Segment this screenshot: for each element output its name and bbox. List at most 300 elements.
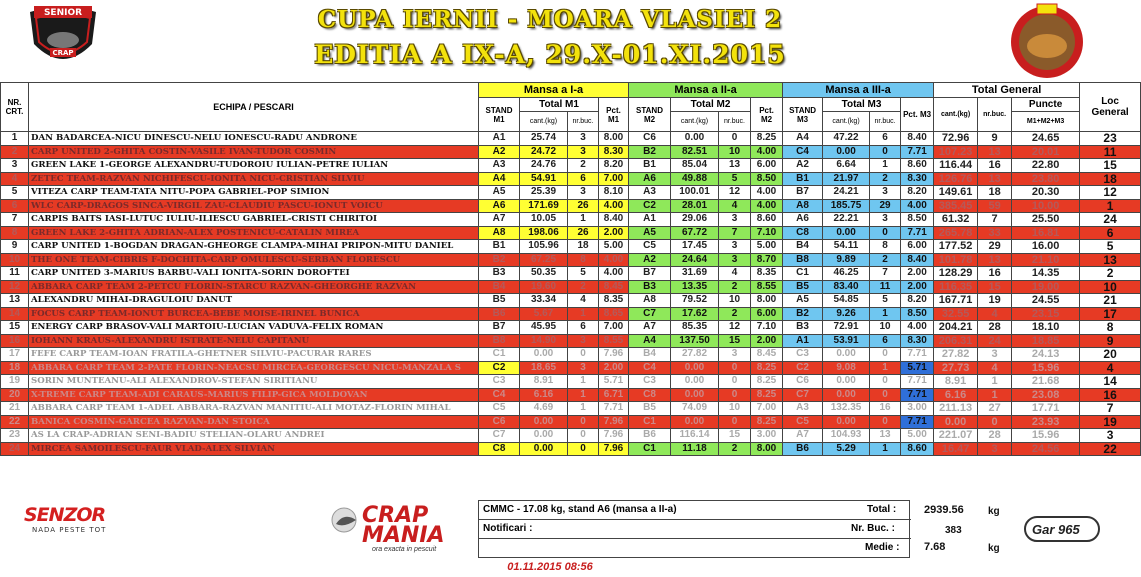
cell-pt: 21.10 [1012, 253, 1080, 267]
cell-c2: 0.00 [671, 388, 719, 402]
cell-c2: 28.01 [671, 199, 719, 213]
cell-c3: 6.64 [823, 159, 870, 173]
cell-b2: 2 [719, 307, 751, 321]
cell-s1: B3 [479, 267, 520, 281]
cell-pt: 23.80 [1012, 172, 1080, 186]
cell-loc: 10 [1080, 280, 1141, 294]
cell-tc: 206.31 [934, 334, 978, 348]
cell-b3: 1 [870, 307, 901, 321]
cell-pt: 24.55 [1012, 294, 1080, 308]
cell-c1: 5.67 [520, 307, 568, 321]
cell-s1: B7 [479, 321, 520, 335]
cell-b2: 4 [719, 267, 751, 281]
cell-loc: 13 [1080, 253, 1141, 267]
cell-pt: 14.35 [1012, 267, 1080, 281]
cell-c3: 83.40 [823, 280, 870, 294]
header-stand-m3: STAND M3 [783, 98, 823, 132]
cell-tb: 7 [978, 213, 1012, 227]
cell-s1: C5 [479, 402, 520, 416]
cell-c1: 67.25 [520, 253, 568, 267]
cell-b2: 0 [719, 388, 751, 402]
cell-c3: 9.89 [823, 253, 870, 267]
cell-team: WLC CARP-DRAGOS SINCA-VIRGIL ZAU-CLAUDIU PASCU-IONUT VOICU [29, 199, 479, 213]
header [0, 0, 1100, 82]
cell-tb: 18 [978, 186, 1012, 200]
cell-c2: 85.35 [671, 321, 719, 335]
cell-b3: 2 [870, 172, 901, 186]
cell-loc: 14 [1080, 375, 1141, 389]
cell-p1: 8.10 [599, 186, 629, 200]
cell-b3: 10 [870, 321, 901, 335]
cell-nr: 19 [1, 375, 29, 389]
cell-s3: C6 [783, 375, 823, 389]
table-row [1, 280, 1141, 294]
cell-team: ZETEC TEAM-RAZVAN NICHIFESCU-IONITA NICU-CRISTIAN SILVIU [29, 172, 479, 186]
cell-p3: 2.00 [901, 280, 934, 294]
cell-pt: 16.00 [1012, 240, 1080, 254]
cell-p1: 8.00 [599, 132, 629, 146]
cell-s1: B5 [479, 294, 520, 308]
medie-unit: kg [988, 543, 1000, 554]
cell-s2: B7 [629, 267, 671, 281]
cell-tb: 19 [978, 294, 1012, 308]
cell-loc: 3 [1080, 429, 1141, 443]
cell-s2: C3 [629, 375, 671, 389]
cell-nr: 7 [1, 213, 29, 227]
cell-b2: 3 [719, 213, 751, 227]
cell-p3: 5.00 [901, 429, 934, 443]
cell-p3: 8.20 [901, 186, 934, 200]
cell-b1: 6 [568, 321, 599, 335]
cell-s2: C4 [629, 361, 671, 375]
table-row [1, 159, 1141, 173]
cell-b3: 0 [870, 415, 901, 429]
cell-c1: 10.05 [520, 213, 568, 227]
svg-text:SENIOR: SENIOR [43, 8, 83, 18]
cell-b3: 3 [870, 213, 901, 227]
cell-loc: 21 [1080, 294, 1141, 308]
table-row [1, 253, 1141, 267]
cell-p1: 7.96 [599, 415, 629, 429]
cell-nr: 1 [1, 132, 29, 146]
notificari-label: Notificari : [483, 523, 533, 534]
cell-p1: 8.45 [599, 280, 629, 294]
cell-c3: 53.91 [823, 334, 870, 348]
cell-c1: 14.90 [520, 334, 568, 348]
cell-tb: 33 [978, 226, 1012, 240]
header-total-general: Total General [934, 83, 1080, 98]
cell-loc: 20 [1080, 348, 1141, 362]
cell-loc: 15 [1080, 159, 1141, 173]
table-row [1, 321, 1141, 335]
total-label: Total : [867, 504, 897, 515]
cell-c1: 0.00 [520, 415, 568, 429]
cell-team: CARPIS BAITS IASI-LUTUC IULIU-ILIESCU GABRIEL-CRISTI CHIRITOI [29, 213, 479, 227]
cell-pt: 15.96 [1012, 361, 1080, 375]
cell-b1: 1 [568, 375, 599, 389]
cell-loc: 19 [1080, 415, 1141, 429]
cell-c3: 72.91 [823, 321, 870, 335]
cell-p3: 8.20 [901, 294, 934, 308]
cell-b1: 1 [568, 213, 599, 227]
header-m2-nrbuc: nr.buc. [719, 112, 751, 132]
cell-c3: 0.00 [823, 388, 870, 402]
cell-p3: 8.50 [901, 213, 934, 227]
cell-s3: B5 [783, 280, 823, 294]
cell-c2: 67.72 [671, 226, 719, 240]
cell-c1: 171.69 [520, 199, 568, 213]
cell-s1: A5 [479, 186, 520, 200]
cell-loc: 1 [1080, 199, 1141, 213]
cell-s2: B6 [629, 429, 671, 443]
cell-p2: 8.70 [751, 253, 783, 267]
cell-s3: B4 [783, 240, 823, 254]
cell-p2: 8.25 [751, 415, 783, 429]
cell-b2: 2 [719, 442, 751, 456]
header-m3-cant: cant.(kg) [823, 112, 870, 132]
cell-s3: B8 [783, 253, 823, 267]
cell-p3: 3.00 [901, 402, 934, 416]
cell-tc: 27.73 [934, 361, 978, 375]
cell-b2: 3 [719, 253, 751, 267]
cell-p2: 4.00 [751, 199, 783, 213]
cell-team: DAN BADARCEA-NICU DINESCU-NELU IONESCU-RADU ANDRONE [29, 132, 479, 146]
cell-c3: 46.25 [823, 267, 870, 281]
cell-p3: 7.71 [901, 375, 934, 389]
cell-p3: 4.00 [901, 321, 934, 335]
cell-b1: 3 [568, 132, 599, 146]
cell-loc: 12 [1080, 186, 1141, 200]
cell-p3: 7.71 [901, 388, 934, 402]
cell-s1: A1 [479, 132, 520, 146]
cell-loc: 6 [1080, 226, 1141, 240]
cell-team: ABBARA CARP TEAM 2-PETCU FLORIN-STARCU RAZVAN-GHEORGHE RAZVAN [29, 280, 479, 294]
cell-b3: 5 [870, 294, 901, 308]
cell-s2: A3 [629, 186, 671, 200]
cell-p1: 4.00 [599, 267, 629, 281]
cell-p1: 5.00 [599, 240, 629, 254]
cell-nr: 5 [1, 186, 29, 200]
cell-tb: 9 [978, 132, 1012, 146]
cell-team: ABBARA CARP TEAM 2-PATE FLORIN-NEACSU MIRCEA-GEORGESCU NICU-MANZALA S [29, 361, 479, 375]
cell-p2: 4.00 [751, 186, 783, 200]
cell-tb: 0 [978, 415, 1012, 429]
cell-p2: 8.45 [751, 348, 783, 362]
cell-b2: 0 [719, 415, 751, 429]
cell-b3: 1 [870, 159, 901, 173]
cell-s1: A4 [479, 172, 520, 186]
cell-tc: 116.35 [934, 280, 978, 294]
cell-pt: 23.15 [1012, 307, 1080, 321]
header-m1-cant: cant.(kg) [520, 112, 568, 132]
table-row [1, 294, 1141, 308]
cell-p1: 8.55 [599, 334, 629, 348]
cell-s2: B5 [629, 402, 671, 416]
cell-p2: 8.25 [751, 388, 783, 402]
cell-b2: 3 [719, 348, 751, 362]
cell-team: FEFE CARP TEAM-IOAN FRATILA-GHETNER SILVIU-PACURAR RARES [29, 348, 479, 362]
cell-s2: A1 [629, 213, 671, 227]
cell-tb: 1 [978, 388, 1012, 402]
cell-c2: 11.18 [671, 442, 719, 456]
header-stand-m2: STAND M2 [629, 98, 671, 132]
cell-tb: 29 [978, 240, 1012, 254]
cell-b3: 11 [870, 280, 901, 294]
cell-p1: 8.35 [599, 294, 629, 308]
cell-s2: A2 [629, 253, 671, 267]
cell-s3: C4 [783, 145, 823, 159]
cell-b2: 2 [719, 280, 751, 294]
cell-c2: 0.00 [671, 415, 719, 429]
table-row [1, 442, 1141, 456]
cell-pt: 18.10 [1012, 321, 1080, 335]
cell-p3: 8.60 [901, 442, 934, 456]
cell-c3: 0.00 [823, 415, 870, 429]
cell-s2: A5 [629, 226, 671, 240]
cell-team: GREEN LAKE 2-GHITA ADRIAN-ALEX POSTENICU-CATALIN MIREA [29, 226, 479, 240]
cell-tb: 3 [978, 348, 1012, 362]
cell-b3: 0 [870, 226, 901, 240]
table-row [1, 348, 1141, 362]
cell-nr: 8 [1, 226, 29, 240]
cell-p3: 8.30 [901, 172, 934, 186]
cell-b1: 0 [568, 442, 599, 456]
cell-p2: 7.10 [751, 321, 783, 335]
cell-b3: 1 [870, 442, 901, 456]
cell-s1: A2 [479, 145, 520, 159]
cell-nr: 21 [1, 402, 29, 416]
cell-tc: 101.78 [934, 253, 978, 267]
cell-b3: 2 [870, 253, 901, 267]
cell-p3: 6.00 [901, 240, 934, 254]
medie-value: 7.68 [924, 541, 946, 553]
cell-c3: 21.97 [823, 172, 870, 186]
cell-p1: 8.40 [599, 213, 629, 227]
cell-loc: 4 [1080, 361, 1141, 375]
cell-b1: 3 [568, 186, 599, 200]
cell-s3: C5 [783, 415, 823, 429]
cell-b1: 26 [568, 226, 599, 240]
cell-b3: 8 [870, 240, 901, 254]
cell-b1: 3 [568, 334, 599, 348]
cell-s2: C1 [629, 442, 671, 456]
cell-p1: 8.65 [599, 307, 629, 321]
cell-b2: 10 [719, 145, 751, 159]
cell-c2: 116.14 [671, 429, 719, 443]
summary-box [478, 500, 910, 558]
cell-c1: 6.16 [520, 388, 568, 402]
header-tg-cant: cant.(kg) [934, 98, 978, 132]
cell-pt: 24.56 [1012, 442, 1080, 456]
nrbuc-value: 383 [945, 525, 962, 536]
medie-label: Medie : [865, 542, 900, 553]
table-row [1, 388, 1141, 402]
cell-s1: C1 [479, 348, 520, 362]
header-stand-m1: STAND M1 [479, 98, 520, 132]
cell-s1: C2 [479, 361, 520, 375]
cell-nr: 12 [1, 280, 29, 294]
cell-tb: 16 [978, 159, 1012, 173]
header-m2-cant: cant.(kg) [671, 112, 719, 132]
cell-team: MIRCEA SAMOILESCU-FAUR VLAD-ALEX SILVIAN [29, 442, 479, 456]
cell-p1: 6.71 [599, 388, 629, 402]
cell-pt: 20.01 [1012, 145, 1080, 159]
cell-s3: C8 [783, 226, 823, 240]
cell-c3: 5.29 [823, 442, 870, 456]
cell-p1: 7.96 [599, 429, 629, 443]
cell-p3: 8.30 [901, 334, 934, 348]
cell-c3: 24.21 [823, 186, 870, 200]
cell-pt: 25.50 [1012, 213, 1080, 227]
cell-tb: 16 [978, 267, 1012, 281]
cell-c2: 0.00 [671, 375, 719, 389]
cell-b3: 6 [870, 334, 901, 348]
cell-tb: 28 [978, 321, 1012, 335]
cell-team: CARP UNITED 3-MARIUS BARBU-VALI IONITA-SORIN DOROFTEI [29, 267, 479, 281]
cell-s1: B4 [479, 280, 520, 294]
cell-p3: 8.60 [901, 159, 934, 173]
cell-c3: 9.08 [823, 361, 870, 375]
cell-s2: B1 [629, 159, 671, 173]
header-mansa-2: Mansa a II-a [629, 83, 783, 98]
cell-s2: C2 [629, 199, 671, 213]
cell-c3: 104.93 [823, 429, 870, 443]
cell-s2: B4 [629, 348, 671, 362]
crap-mania-fish-icon [330, 506, 364, 536]
cell-c1: 24.72 [520, 145, 568, 159]
cell-loc: 23 [1080, 132, 1141, 146]
cell-c2: 137.50 [671, 334, 719, 348]
cell-c1: 8.91 [520, 375, 568, 389]
cell-nr: 3 [1, 159, 29, 173]
cell-tc: 107.23 [934, 145, 978, 159]
cell-c2: 17.62 [671, 307, 719, 321]
cell-c3: 9.26 [823, 307, 870, 321]
cell-b1: 1 [568, 402, 599, 416]
cell-tc: 211.13 [934, 402, 978, 416]
cell-s1: C3 [479, 375, 520, 389]
cell-s1: A6 [479, 199, 520, 213]
cell-c1: 18.65 [520, 361, 568, 375]
cell-b2: 10 [719, 402, 751, 416]
gar-965-logo [1024, 516, 1100, 544]
cell-c3: 0.00 [823, 348, 870, 362]
cell-s3: A2 [783, 159, 823, 173]
cell-b2: 4 [719, 199, 751, 213]
cell-b2: 13 [719, 159, 751, 173]
table-row [1, 307, 1141, 321]
cell-p2: 7.00 [751, 402, 783, 416]
cell-loc: 18 [1080, 172, 1141, 186]
cell-c2: 49.88 [671, 172, 719, 186]
cell-tc: 6.16 [934, 388, 978, 402]
table-row [1, 132, 1141, 146]
cell-p3: 8.50 [901, 307, 934, 321]
cell-loc: 22 [1080, 442, 1141, 456]
header-mansa-1: Mansa a I-a [479, 83, 629, 98]
cell-s3: A7 [783, 429, 823, 443]
cell-nr: 15 [1, 321, 29, 335]
cell-s1: A8 [479, 226, 520, 240]
cell-c1: 198.06 [520, 226, 568, 240]
cell-c2: 17.45 [671, 240, 719, 254]
summary-row-total [479, 501, 911, 520]
cell-b3: 0 [870, 388, 901, 402]
cell-team: IOHANN KRAUS-ALEXANDRU ISTRATE-NELU CAPITANU [29, 334, 479, 348]
header-loc-general: Loc General [1080, 83, 1141, 132]
cell-p1: 5.71 [599, 375, 629, 389]
cell-c2: 31.69 [671, 267, 719, 281]
cell-b2: 15 [719, 429, 751, 443]
table-row [1, 199, 1141, 213]
cell-team: AS LA CRAP-ADRIAN SENI-BADIU STELIAN-OLARU ANDREI [29, 429, 479, 443]
cell-p2: 3.00 [751, 429, 783, 443]
cell-c1: 0.00 [520, 429, 568, 443]
table-row [1, 429, 1141, 443]
cell-tb: 24 [978, 334, 1012, 348]
cell-p1: 8.30 [599, 145, 629, 159]
cell-p1: 7.71 [599, 402, 629, 416]
cell-c1: 0.00 [520, 442, 568, 456]
cell-c2: 27.82 [671, 348, 719, 362]
cell-s3: B1 [783, 172, 823, 186]
cell-p2: 8.25 [751, 132, 783, 146]
cell-p2: 8.50 [751, 172, 783, 186]
cell-p1: 7.00 [599, 172, 629, 186]
cell-b1: 3 [568, 145, 599, 159]
cell-c3: 0.00 [823, 226, 870, 240]
cell-pt: 10.00 [1012, 199, 1080, 213]
cell-b3: 13 [870, 429, 901, 443]
cell-p1: 2.00 [599, 226, 629, 240]
cell-nr: 13 [1, 294, 29, 308]
cell-nr: 23 [1, 429, 29, 443]
cell-p3: 7.71 [901, 145, 934, 159]
cell-tc: 177.52 [934, 240, 978, 254]
cell-tb: 59 [978, 199, 1012, 213]
cell-s3: B2 [783, 307, 823, 321]
cell-p2: 4.00 [751, 145, 783, 159]
table-row [1, 415, 1141, 429]
cell-pt: 22.80 [1012, 159, 1080, 173]
cell-b3: 16 [870, 402, 901, 416]
cell-b3: 3 [870, 186, 901, 200]
cell-tc: 149.61 [934, 186, 978, 200]
cell-pt: 21.68 [1012, 375, 1080, 389]
cell-p1: 2.00 [599, 361, 629, 375]
gar-965-text: Gar 965 [1024, 516, 1100, 542]
header-pct-m2: Pct. M2 [751, 98, 783, 132]
cell-tc: 221.07 [934, 429, 978, 443]
header-puncte: Puncte [1012, 98, 1080, 112]
cell-loc: 9 [1080, 334, 1141, 348]
cell-c1: 45.95 [520, 321, 568, 335]
cell-c1: 24.76 [520, 159, 568, 173]
cell-tc: 167.71 [934, 294, 978, 308]
cell-s2: A4 [629, 334, 671, 348]
cell-tb: 13 [978, 253, 1012, 267]
cell-loc: 24 [1080, 213, 1141, 227]
cell-b1: 1 [568, 388, 599, 402]
cell-c3: 54.11 [823, 240, 870, 254]
cell-s2: C1 [629, 415, 671, 429]
cell-b1: 26 [568, 199, 599, 213]
cell-pt: 23.08 [1012, 388, 1080, 402]
timestamp: 01.11.2015 08:56 [507, 561, 593, 573]
cell-s2: A8 [629, 294, 671, 308]
header-m1-nrbuc: nr.buc. [568, 112, 599, 132]
cell-s1: B1 [479, 240, 520, 254]
